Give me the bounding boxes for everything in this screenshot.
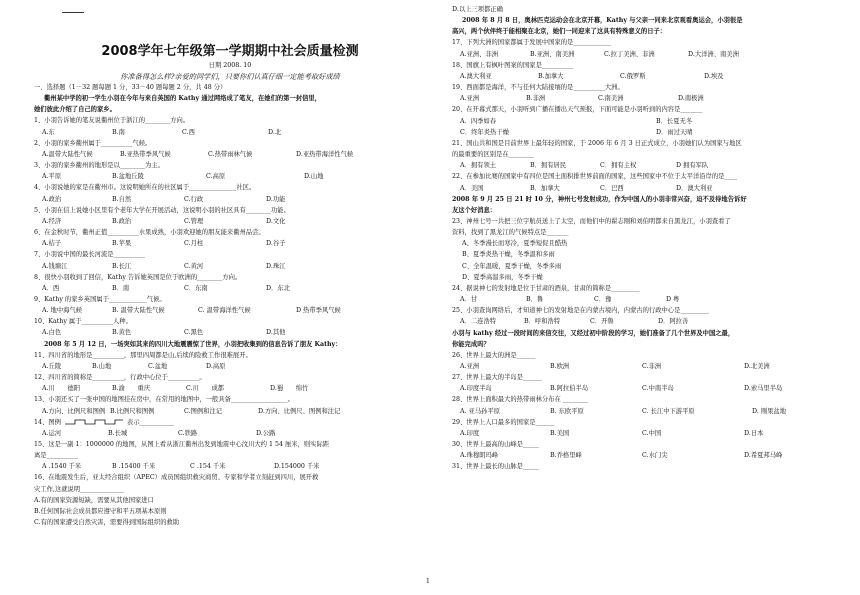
answer-option: D 热带季风气候: [296, 307, 341, 315]
answer-option: A.印度: [460, 429, 480, 437]
question-line: D、夏季高温多雨，冬季干燥: [462, 273, 543, 281]
legend-symbol-icon: [63, 418, 125, 426]
question-line: 29、世界上人口最多的国家是______: [452, 418, 555, 426]
answer-option: A．西: [42, 284, 60, 292]
question-line: 资料，找到了黑龙江的气候特点是_______: [452, 229, 569, 237]
answer-option: A.白色: [42, 329, 62, 337]
answer-option: A.运河: [42, 429, 62, 437]
answer-option: B.长江: [112, 262, 132, 270]
question-line: 8、很快小羽收到了回信，Kathy 告诉她英国是位于欧洲的________方向。: [34, 273, 242, 281]
answer-option: D.大洋洲、南美洲: [688, 50, 739, 58]
answer-options: [34, 461, 426, 472]
question-line: 高兴，两个伙伴终于能相聚在北京，她们一同迎来了这具有特殊意义的日子：: [452, 28, 667, 36]
left-column: [34, 44, 426, 528]
question-line: 31、世界上最长的山脉是_____: [452, 463, 539, 471]
answer-option: D．阿拉善: [658, 318, 689, 326]
answer-option: A．拥有领土: [460, 162, 497, 170]
answer-option: C.行政: [184, 195, 204, 203]
answer-option: C. 长江中下游平原: [642, 407, 695, 415]
question-line: 17、下列大洲的国家都属于发展中国家的是____________: [452, 39, 612, 47]
answer-option: D．雨过天晴: [656, 128, 693, 136]
answer-options: [452, 183, 842, 194]
answer-option: A.亚洲: [460, 363, 480, 370]
answer-option: C．终年炎热干燥: [460, 128, 509, 136]
q14-text: 表示___________: [126, 418, 175, 426]
answer-option: B.阿拉伯半岛: [550, 385, 589, 393]
answer-option: C.俄罗斯: [620, 72, 646, 80]
question-line: 16、在地震发生后，亚太经合组织（APEC）成员国组织救灾商贸、专家和学者立刻赶到四川，展开救: [34, 474, 319, 482]
answer-option: C.管理: [184, 217, 204, 225]
answer-option: D 粤: [666, 296, 680, 304]
question-line: 26、世界上最大的洲是______: [452, 351, 536, 359]
answer-options: [34, 149, 426, 160]
answer-options: [452, 316, 842, 327]
question-line: 24、据说神七的发射地是位于甘肃的酒泉，甘肃的简称是_________: [452, 284, 640, 292]
answer-option: C．豫: [594, 296, 612, 304]
answer-option: B.亚热带季风气候: [120, 150, 171, 158]
question-line: 21、国山共和国是目前世界上最年轻的国家，于 2006 年 6 月 3 日正式成立，小羽她们认为国家与地区: [452, 139, 742, 147]
answer-option: C.川 成都: [186, 385, 225, 393]
question-line: A.有的国家资源短缺，需要从其他国家进口: [34, 496, 154, 504]
answer-option: B. 东欧平原: [550, 407, 584, 415]
answer-options: [34, 216, 426, 227]
question-line: 小羽与 kathy 经过一段时间的来信交往，又经过初中阶段的学习，她们准备了几个世界及中国之最，: [452, 329, 735, 337]
answer-option: B.长城: [108, 429, 128, 437]
answer-option: A．甘: [460, 296, 478, 304]
answer-option: B.非洲: [526, 95, 546, 103]
question-line: 2008 年 8 月 8 日，奥林匹克运动会在北京开幕，Kathy 与父亲一同来北京观看奥运会，小羽很是: [462, 17, 743, 25]
answer-option: B．鲁: [526, 296, 544, 304]
answer-option: A.经济: [42, 217, 62, 225]
answer-option: C.水门尖: [642, 452, 668, 460]
question-line: 28、世界上面积最大的热带雨林分布在 ________: [452, 396, 588, 404]
answer-options: [34, 171, 426, 182]
question-line: 30、世界上最高的山峰是_____: [452, 441, 539, 449]
q14-prefix: 14、图例: [34, 418, 61, 426]
exam-title: 2008学年七年级第一学期期中社会质量检测: [101, 44, 359, 59]
answer-option: C.中国: [642, 429, 662, 437]
answer-option: C.西: [182, 128, 195, 136]
answer-option: B．拥有居民: [530, 162, 567, 170]
answer-option: D. 刚果盆地: [752, 407, 787, 415]
answer-options: [452, 383, 842, 394]
answer-option: C.拉丁美洲、非洲: [604, 50, 655, 58]
answer-options: [34, 428, 426, 439]
answer-option: A. 亚马孙平原: [460, 407, 501, 415]
answer-option: A.方向、比例尺和图例: [42, 407, 106, 415]
question-line: 5、小羽在信上说她小区里有个老年大学在开展活动，这说明小羽的社区具有________功能。: [34, 206, 290, 214]
answer-option: D.北: [268, 128, 282, 136]
answer-option: A.亚洲、非洲: [460, 50, 499, 58]
question-line: C、全年温暖，夏季干燥，冬季多雨: [462, 262, 562, 270]
answer-options: [34, 238, 426, 249]
answer-options: [452, 160, 842, 171]
answer-options: [452, 361, 842, 372]
question-line: 灾工作,这就说明______________: [34, 485, 125, 493]
question-line: 她们彼此介绍了自己的家乡。: [34, 106, 116, 114]
answer-options: [452, 49, 842, 60]
question-line: 20、在开幕式那天，小羽听到广播在播出天气预报，下面可能是小羽听到的内容是_______: [452, 106, 703, 114]
question-line: 衢州某中学的初一学生小羽在今年与来自英国的 Kathy 通过网络成了笔友，在她们的第一封信里，: [44, 95, 321, 103]
answer-option: D.山地: [304, 173, 324, 181]
answer-option: B.美国: [550, 429, 570, 437]
question-line: 23、神州七号一共把三位宇航员送上了太空，而他们中的翟志刚和刘伯明都来自黑龙江，小羽查看了: [452, 217, 731, 225]
answer-option: A.东: [42, 128, 55, 136]
answer-option: A.平原: [42, 173, 62, 181]
answer-option: D.日本: [744, 429, 764, 437]
answer-option: B.乔格里峰: [550, 452, 582, 460]
answer-option: C.高原: [206, 173, 226, 181]
answer-option: A．四季如春: [460, 117, 497, 125]
question-line: 1、小羽告诉她的笔友说衢州位于浙江的________方向。: [34, 117, 190, 125]
answer-option: B.盆地丘陵: [112, 173, 144, 181]
answer-option: B.自然: [112, 195, 132, 203]
answer-option: D.其他: [266, 329, 286, 337]
answer-option: A.温带大陆性气候: [42, 150, 93, 158]
answer-option: C. 温带海洋性气候: [198, 307, 251, 315]
header-rule: [62, 12, 84, 13]
answer-option: B.山地: [92, 362, 112, 370]
answer-option: C．东南: [184, 284, 208, 292]
answer-option: A.钱塘江: [42, 262, 68, 270]
answer-option: C.月柱: [184, 240, 204, 248]
question-line: 2、小羽的家乡衢州属于__________气候。: [34, 139, 152, 147]
answer-options: [452, 294, 842, 305]
answer-option: A．二连浩特: [460, 318, 497, 326]
answer-option: A.丘陵: [42, 362, 62, 370]
answer-option: A.珠穆朗玛峰: [460, 452, 499, 460]
answer-option: C.黑色: [184, 329, 204, 337]
question-line: D.以上三项都正确: [452, 6, 503, 13]
question-line: 11、四川省的地形是__________，那里四周都是山,后续的险救工作很难展开。: [34, 351, 252, 359]
answer-options: [452, 93, 842, 104]
answer-option: D.亚热带海洋性气候: [296, 150, 354, 158]
question-line: 13、小羽还买了一张中国的地图挂在房中，在常用的地图中，一般具备__________________。: [34, 396, 294, 404]
answer-options: [34, 305, 426, 316]
question-line: 19、西面都是海洋，不与任何大陆接壤的是__________大洲。: [452, 84, 624, 92]
answer-option: B .15400 千米: [112, 463, 156, 471]
answer-options: [34, 327, 426, 338]
answer-options: [452, 450, 842, 461]
answer-option: D.北美洲: [744, 363, 770, 370]
question-line: 你能完成吗？: [452, 340, 490, 348]
answer-option: A.印度半岛: [460, 385, 492, 393]
question-line: 27、世界上最大的半岛是______: [452, 374, 542, 382]
question-line: 10、Kathy 属于__________人种。: [34, 318, 132, 326]
answer-option: B.欧洲: [550, 363, 570, 370]
right-questions: [452, 4, 842, 473]
question-line: 离是__________: [34, 452, 79, 460]
answer-option: C．开鲁: [590, 318, 614, 326]
question-line: 7、小羽说中国的最长河流是__________: [34, 251, 146, 259]
answer-option: A.桔子: [42, 240, 62, 248]
answer-option: C．拥有主权: [600, 162, 637, 170]
answer-option: B. 温带大陆性气候: [112, 307, 165, 315]
answer-options: [452, 406, 842, 417]
question-14-legend: [34, 417, 426, 428]
answer-option: C.盆地: [148, 362, 168, 370]
question-line: 友这个好消息：: [452, 206, 497, 214]
answer-option: C.非洲: [642, 363, 662, 370]
question-line: 4、小羽说她的家是在衢州市。这说明她所在的社区属于_______________社区。: [34, 184, 256, 192]
answer-option: C.中南半岛: [642, 385, 674, 393]
question-line: 的最重要的区别是在________: [452, 151, 534, 159]
answer-option: D.蜀 绵竹: [270, 385, 309, 393]
answer-option: A.亚洲: [460, 95, 480, 103]
answer-options: [34, 283, 426, 294]
answer-options: [34, 261, 426, 272]
right-column: [452, 4, 842, 473]
exam-date: 日期 2008. 10: [208, 62, 252, 69]
question-line: 2008 年 9 月 25 日 21 时 10 分，神州七号发射成功，作为中国人的小羽非常兴奋，迫不及待地告诉好: [452, 195, 747, 203]
answer-option: A. 地中海气候: [42, 307, 83, 315]
answer-option: A .1540 千米: [42, 463, 82, 471]
answer-options: [452, 116, 842, 127]
answer-option: A.政治: [42, 195, 62, 203]
answer-option: D.谷子: [266, 240, 286, 248]
answer-option: D.埃及: [704, 72, 724, 80]
answer-option: D．澳大利亚: [676, 184, 713, 192]
answer-options: [34, 406, 426, 417]
answer-option: C.南美洲: [598, 95, 624, 103]
answer-option: D.索马里半岛: [744, 385, 783, 393]
question-line: 6、在金秋时节，衢州正值__________水果成熟，小羽欢迎她的朋友能来衢州品尝。: [34, 229, 265, 237]
answer-option: D.功能: [266, 195, 286, 203]
answer-option: D.方向、比例尺、图例和注记: [258, 407, 341, 415]
answer-option: C .154 千米: [190, 463, 226, 471]
answer-option: D 拥有军队: [676, 162, 709, 170]
question-line: 18、国旗上有枫叶图案的国家是__________: [452, 61, 574, 69]
answer-option: B．南: [112, 284, 130, 292]
answer-option: C.铁路: [178, 429, 198, 437]
answer-option: C.黄河: [184, 262, 204, 270]
question-line: A、冬季漫长而寒冷，夏季短促且酷热: [462, 240, 568, 248]
answer-option: B.亚洲、南美洲: [530, 50, 575, 58]
answer-option: B.加拿大: [538, 72, 564, 80]
question-line: 15、这是一副 1：1000000 的地图，从图上看从浙江衢州出发到地震中心汶川大约 1 54 厘米，则实际距: [34, 441, 330, 448]
question-line: B.任何国际社会成员都应遵守和平五项基本原则: [34, 507, 167, 515]
answer-option: D.南极洲: [678, 95, 704, 103]
left-questions: [34, 82, 426, 528]
question-line: B、夏季炎热干燥，冬季温和多雨: [462, 251, 555, 259]
answer-options: [452, 428, 842, 439]
question-line: 一、选择题（1－32 题每题 1 分，33－40 题每题 2 分，共 48 分）: [34, 84, 227, 91]
page-number: 1: [426, 578, 430, 585]
answer-option: D．东北: [266, 284, 290, 292]
answer-option: B.渝 重庆: [112, 385, 151, 393]
answer-option: C.图例和注记: [184, 407, 223, 415]
answer-option: D.希夏邦马峰: [744, 452, 783, 460]
answer-options: [34, 361, 426, 372]
answer-option: D.文化: [266, 217, 286, 225]
answer-options: [452, 71, 842, 82]
answer-option: B．长夏无冬: [656, 117, 693, 125]
answer-option: B.南: [112, 128, 125, 136]
answer-option: D.154000 千米: [274, 463, 320, 471]
question-line: 2008 年 5 月 12 日，一场突如其来的四川大地震震惊了世界，小羽把收集到的信息告诉了朋友 Kathy：: [44, 340, 342, 348]
answer-option: B．加拿大: [530, 184, 560, 192]
question-line: 25、小羽查询网络后，才知道神七的发射地是在内蒙古境内，内蒙古的行政中心是_________: [452, 307, 709, 315]
answer-option: B.政治: [112, 217, 132, 225]
answer-option: D.珠江: [266, 262, 286, 270]
question-line: 9、Kathy 的家乡英国属于____________气候。: [34, 295, 166, 303]
answer-option: A．美国: [460, 184, 484, 192]
answer-option: B．呼和浩特: [524, 318, 561, 326]
answer-option: B.黄色: [112, 329, 132, 337]
question-line: 12、四川省的简称是__________，行政中心位于__________。: [34, 374, 206, 382]
answer-option: D.高原: [206, 362, 226, 370]
answer-option: C.热带雨林气候: [208, 150, 253, 158]
answer-option: B.比例尺和图例: [110, 407, 155, 415]
exam-motto: 你准备得怎么样?亲爱的同学们，只要你们认真仔细一定能考取好成绩: [120, 72, 340, 81]
answer-option: A.川 德阳: [42, 385, 81, 393]
question-line: C.有的国家遭受自然灾害，需要得到国际组织的救助: [34, 519, 180, 527]
question-line: 3、小羽的家乡衢州的地形是以________为主。: [34, 162, 164, 170]
answer-options: [452, 127, 842, 138]
answer-options: [34, 383, 426, 394]
answer-options: [34, 194, 426, 205]
answer-options: [34, 127, 426, 138]
answer-option: D.公路: [256, 429, 276, 437]
answer-option: C．巴西: [600, 184, 624, 192]
question-line: 22、在参加比赛的国家中有四位是国土面积排世界前面的国家，这些国家中不位于太平洋沿岸的是____: [452, 173, 738, 181]
answer-option: A.澳大利亚: [460, 72, 492, 80]
answer-option: B.苹果: [112, 240, 132, 248]
